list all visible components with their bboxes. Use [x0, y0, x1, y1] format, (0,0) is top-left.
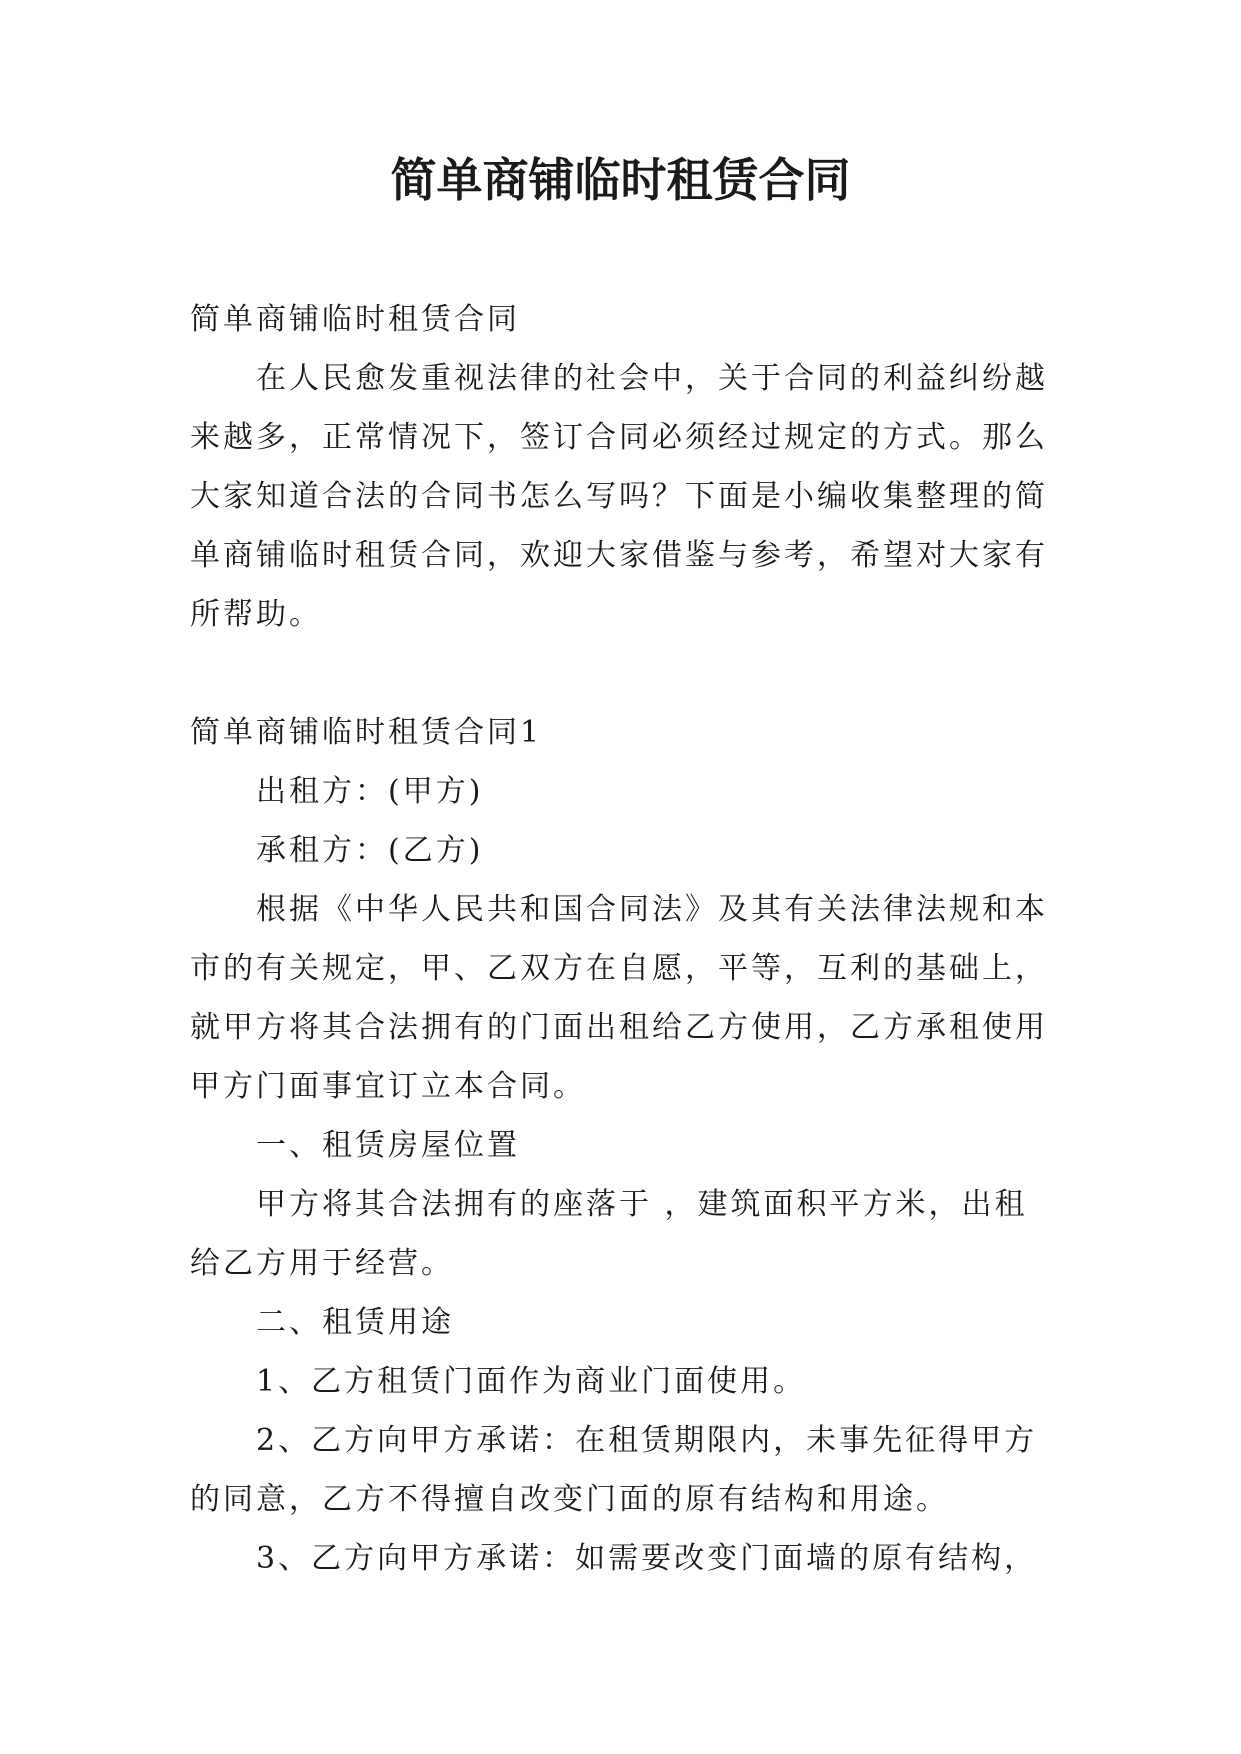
clause-2-heading: 二、租赁用途	[256, 1305, 454, 1340]
clause-1-heading: 一、租赁房屋位置	[256, 1128, 520, 1163]
lessee-line: 承租方：(乙方)	[256, 833, 484, 868]
lessor-line: 出租方：(甲方)	[256, 774, 484, 809]
subtitle: 简单商铺临时租赁合同	[190, 302, 520, 337]
document-body	[190, 290, 1060, 1588]
intro-paragraph: 在人民愈发重视法律的社会中，关于合同的利益纠纷越来越多，正常情况下，签订合同必须经过规定的方式。那么大家知道合法的合同书怎么写吗？下面是小编收集整理的简单商铺临时租赁合同，欢迎大家借鉴与参考，希望对大家有所帮助。	[190, 361, 1048, 632]
clause-1-text: 甲方将其合法拥有的座落于 ，建筑面积平方米，出租给乙方用于经营。	[190, 1187, 1028, 1281]
section-heading: 简单商铺临时租赁合同1	[190, 715, 543, 750]
clause-2-item-2: 2、乙方向甲方承诺：在租赁期限内，未事先征得甲方的同意，乙方不得擅自改变门面的原有结构和用途。	[190, 1423, 1038, 1517]
document-title: 简单商铺临时租赁合同	[390, 153, 851, 207]
clause-2-item-3: 3、乙方向甲方承诺：如需要改变门面墙的原有结构，	[256, 1541, 1038, 1576]
preamble-paragraph: 根据《中华人民共和国合同法》及其有关法律法规和本市的有关规定，甲、乙双方在自愿，平等，互利的基础上，就甲方将其合法拥有的门面出租给乙方使用，乙方承租使用甲方门面事宜订立本合同。	[190, 892, 1048, 1104]
clause-2-item-1: 1、乙方租赁门面作为商业门面使用。	[256, 1364, 807, 1399]
paragraph-spacer	[190, 644, 1060, 703]
